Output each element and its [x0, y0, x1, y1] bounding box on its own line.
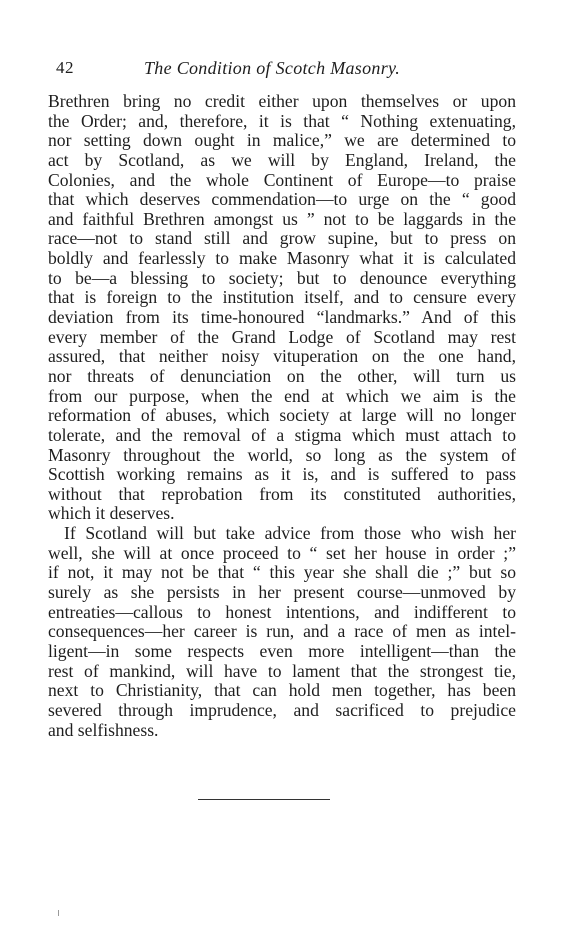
text-line: reformation of abuses, which society at large will no longer	[48, 405, 516, 426]
text-line: deviation from its time-honoured “landmarks.” And of this	[48, 307, 516, 328]
text-line: well, she will at once proceed to “ set her house in order ;”	[48, 542, 516, 563]
text-line: boldly and fearlessly to make Masonry what it is calculated	[48, 248, 516, 269]
text-line: nor threats of denunciation on the other, will turn us	[48, 365, 516, 386]
text-line: race—not to stand still and grow supine, but to press on	[48, 228, 516, 249]
text-line: the Order; and, therefore, it is that “ Nothing extenuating,	[48, 110, 516, 131]
text-line: without that reprobation from its constituted authorities,	[48, 483, 516, 504]
text-line: tolerate, and the removal of a stigma which must attach to	[48, 424, 516, 445]
text-line: rest of mankind, will have to lament that the strongest tie,	[48, 660, 516, 681]
text-line: from our purpose, when the end at which we aim is the	[48, 385, 516, 406]
text-line: assured, that neither noisy vituperation on the one hand,	[48, 346, 516, 367]
paragraph-start-line: If Scotland will but take advice from those who wish her	[64, 523, 516, 544]
text-line: next to Christianity, that can hold men together, has been	[48, 680, 516, 701]
section-divider	[198, 799, 330, 800]
body-text	[48, 92, 516, 740]
text-line: Colonies, and the whole Continent of Europe—to praise	[48, 169, 516, 190]
text-line: entreaties—callous to honest intentions, and indifferent to	[48, 601, 516, 622]
text-line: Masonry throughout the world, so long as the system of	[48, 444, 516, 465]
text-line: Brethren bring no credit either upon themselves or upon	[48, 91, 516, 111]
running-head	[56, 58, 516, 82]
text-line: nor setting down ought in malice,” we are determined to	[48, 130, 516, 151]
running-title: The Condition of Scotch Masonry.	[144, 58, 401, 78]
text-line: act by Scotland, as we will by England, Ireland, the	[48, 149, 516, 170]
text-line: ligent—in some respects even more intelligent—than the	[48, 640, 516, 661]
text-line: if not, it may not be that “ this year she shall die ;” but so	[48, 562, 516, 583]
page-number: 42	[56, 58, 74, 77]
text-line: surely as she persists in her present course—unmoved by	[48, 582, 516, 603]
margin-mark	[58, 910, 59, 916]
paragraph-end-line: which it deserves.	[48, 503, 175, 524]
text-line: to be—a blessing to society; but to denounce everything	[48, 267, 516, 288]
text-line: severed through imprudence, and sacrificed to prejudice	[48, 699, 516, 720]
text-line: Scottish working remains as it is, and is suffered to pass	[48, 464, 516, 485]
text-line: that which deserves commendation—to urge on the “ good	[48, 189, 516, 210]
text-line: consequences—her career is run, and a race of men as intel-	[48, 621, 516, 642]
text-line: every member of the Grand Lodge of Scotland may rest	[48, 326, 516, 347]
paragraph-end-line: and selfishness.	[48, 719, 159, 740]
text-line: that is foreign to the institution itself, and to censure every	[48, 287, 516, 308]
text-line: and faithful Brethren amongst us ” not to be laggards in the	[48, 208, 516, 229]
